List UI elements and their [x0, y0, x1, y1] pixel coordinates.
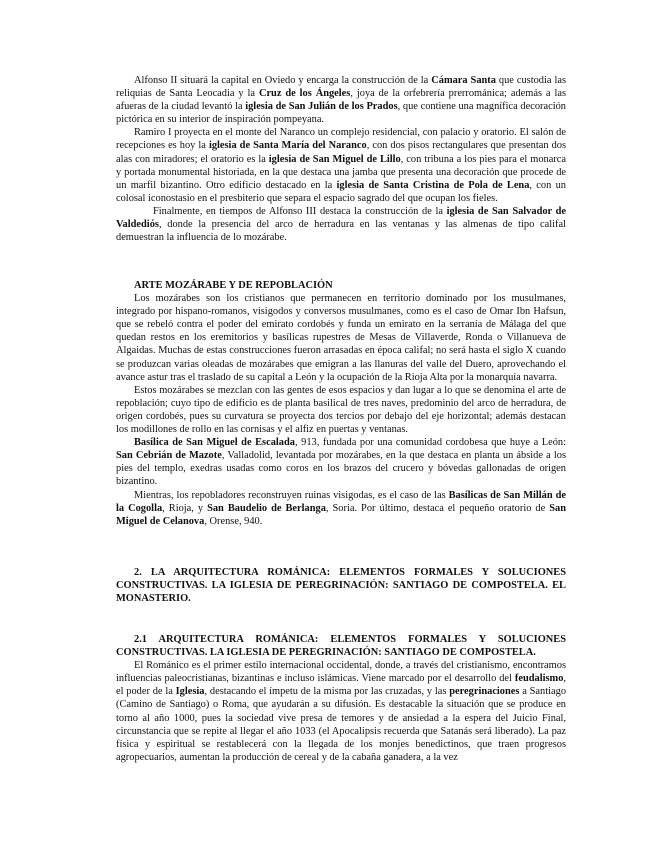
romanica-subsection — [116, 633, 566, 764]
paragraph-repobladores: Mientras, los repobladores reconstruyen ruinas visigodas, es el caso de las Basílicas de San Millán de la Cogolla, Rioja, y San Baudelio de Berlanga, Soria. Por último, destaca el pequeño oratorio de San Miguel de Celanova, Orense, 940. — [116, 489, 566, 527]
paragraph-ramiro-i: Ramiro I proyecta en el monte del Naranco un complejo residencial, con palacio y oratorio. El salón de recepciones es hoy la iglesia de Santa María del Naranco, con dos pisos rectangulares que presentan dos alas con miradores; el oratorio es la iglesia de San Miguel de Lillo, con tribuna a los pies para el monarca y portada monumental historiada, en la que destaca una jamba que presenta una decoración que procede de un marfil bizantino. Otro edificio destacado en la iglesia de Santa Cristina de Pola de Lena, con un colosal iconostasio en el presbiterio que separa el espacio sagrado del que ocupan los fieles. — [116, 127, 567, 204]
paragraph-mozarabes: Los mozárabes son los cristianos que permanecen en territorio dominado por los musulmanes, integrado por hispano-romanos, visigodos y conversos musulmanes, como es el caso de Omar Ibn Hafsun, que se rebeló contra el poder del emirato cordobés y funda un emirato en la serranía de Málaga del que quedan restos en los eremitorios y basílicas rupestres de Mesas de Villaverde, Ronda o Villanueva de Algaidas. Muchas de estas construcciones fueron arrasadas en época califal; no será hasta el siglo X cuando se produzcan varias oleadas de mozárabes que emigran a las llanuras del valle del Duero, aprovechando el avance astur tras el traslado de su capital a León y la ocupación de la Rioja Alta por la monarquía navarra. — [116, 293, 566, 383]
section-title-romanica: 2. LA ARQUITECTURA ROMÁNICA: ELEMENTOS FORMALES Y SOLUCIONES CONSTRUCTIVAS. LA IGLESIA DE PEREGRINACIÓN: SANTIAGO DE COMPOSTELA. EL MONASTERIO. — [116, 567, 566, 605]
mozarabe-section — [116, 279, 566, 528]
paragraph-escalada: Basílica de San Miguel de Escalada, 913, fundada por una comunidad cordobesa que huye a León: San Cebrián de Mazote, Valladolid, levantada por mozárabes, en la que destaca en planta un ábside a los pies del templo, exedras usadas como coros en los brazos del crucero y bóvedas gallonadas de origen bizantino. — [116, 437, 566, 488]
paragraph-romanico: El Románico es el primer estilo internacional occidental, donde, a través del cristianismo, encontramos influencias paleocristianas, bizantinas e incluso islámicas. Viene marcado por el desarrollo del feudalismo, el poder de la Iglesia, destacando el ímpetu de la misma por las cruzadas, y las peregrinaciones a Santiago (Camino de Santiago) o Roma, que ayudarán a su difusión. Es destacable la situación que se produce en torno al año 1000, pues la sociedad vive presa de temores y de ansiedad a la espera del Juicio Final, circunstancia que se repite al llegar el año 1033 (el Apocalipsis recuerda que Satanás será liberado). La paz física y espiritual se restablecerá con la llegada de los monjes benedictinos, que traen progresos agropecuarios, aumentan la producción de cereal y de la cabaña ganadera, a la vez — [116, 660, 567, 763]
mozarabe-heading: ARTE MOZÁRABE Y DE REPOBLACIÓN — [134, 280, 333, 291]
paragraph-alfonso-iii: Finalmente, en tiempos de Alfonso III destaca la construcción de la iglesia de San Salvador de Valdediós, donde la presencia del arco de herradura en las ventanas y las almenas de tipo califal demuestran la influencia de lo mozárabe. — [116, 205, 566, 244]
romanica-title-block — [116, 566, 566, 605]
paragraph-repoblacion: Estos mozárabes se mezclan con las gentes de esos espacios y dan lugar a lo que se denomina el arte de repoblación; cuyo tipo de edificio es de planta basilical de tres naves, predominio del arco de herradura, de origen cordobés, pues su curvatura se proyecta dos tercios por debajo del eje horizontal; además destacan los modillones de rollo en las cornisas y el alfiz en puertas y ventanas. — [116, 384, 566, 436]
paragraph-alfonso-ii: Alfonso II situará la capital en Oviedo y encarga la construcción de la Cámara Santa que custodia las reliquias de Santa Leocadia y la Cruz de los Ángeles, joya de la orfebrería prerrománica; además a las afueras de la ciudad levantó la iglesia de San Julián de los Prados, que contiene una magnífica decoración pictórica en su interior de inspiración pompeyana. — [116, 75, 566, 126]
intro-block — [116, 74, 566, 244]
subsection-heading-2-1: 2.1 ARQUITECTURA ROMÁNICA: ELEMENTOS FORMALES Y SOLUCIONES CONSTRUCTIVAS. LA IGLESIA DE PEREGRINACIÓN: SANTIAGO DE COMPOSTELA. — [116, 634, 566, 659]
